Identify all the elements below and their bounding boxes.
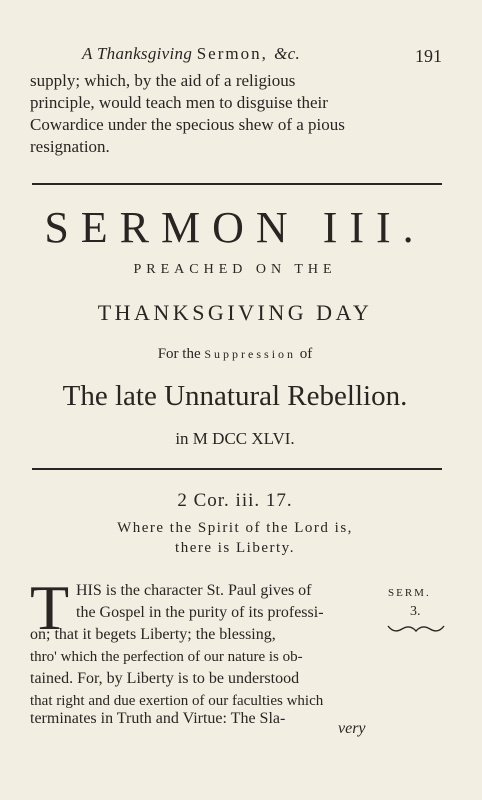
scripture-quote-line: Where the Spirit of the Lord is, <box>117 520 353 536</box>
paragraph-line: resignation. <box>30 137 110 156</box>
bottom-rule <box>32 468 442 470</box>
preached-line: PREACHED ON THE <box>133 262 337 277</box>
body-line: the Gospel in the purity of its professi- <box>76 604 324 621</box>
margin-signature-number: 3. <box>410 604 421 619</box>
body-line: thro' which the perfection of our nature is ob- <box>30 649 303 665</box>
ornament-icon <box>386 622 446 636</box>
scripture-quote-line: there is Liberty. <box>175 540 295 556</box>
drop-cap: T <box>30 572 70 643</box>
for-prefix: For the <box>157 346 205 362</box>
for-smallcaps: Suppression <box>204 347 297 361</box>
paragraph-line: supply; which, by the aid of a religious <box>30 71 296 90</box>
year-line: in M DCC XLVI. <box>175 429 295 448</box>
catchword: very <box>338 720 366 737</box>
body-line: that right and due exertion of our faculties which <box>30 693 324 709</box>
running-head-smallcaps: Sermon, <box>196 44 275 63</box>
for-suffix: of <box>296 346 313 362</box>
paragraph-line: Cowardice under the specious shew of a pious <box>30 115 345 134</box>
margin-signature: SERM. <box>388 587 431 599</box>
scripture-reference: 2 Cor. iii. 17. <box>177 490 293 511</box>
sermon-title: SERMON III. <box>44 203 426 252</box>
top-rule <box>32 183 442 185</box>
body-line: tained. For, by Liberty is to be understood <box>30 670 300 687</box>
paragraph-line: principle, would teach men to disguise their <box>30 93 328 112</box>
body-line: terminates in Truth and Virtue: The Sla- <box>30 710 286 727</box>
thanksgiving-day-line: THANKSGIVING DAY <box>97 300 373 325</box>
running-head-etc: &c. <box>274 44 300 63</box>
body-line: HIS is the character St. Paul gives of <box>76 582 312 599</box>
body-line: on; that it begets Liberty; the blessing, <box>30 626 276 643</box>
running-head <box>82 44 300 64</box>
rebellion-title: The late Unnatural Rebellion. <box>62 380 408 412</box>
running-head-italic: A Thanksgiving <box>82 44 197 63</box>
page-number: 191 <box>415 46 442 66</box>
suppression-line <box>30 346 440 363</box>
